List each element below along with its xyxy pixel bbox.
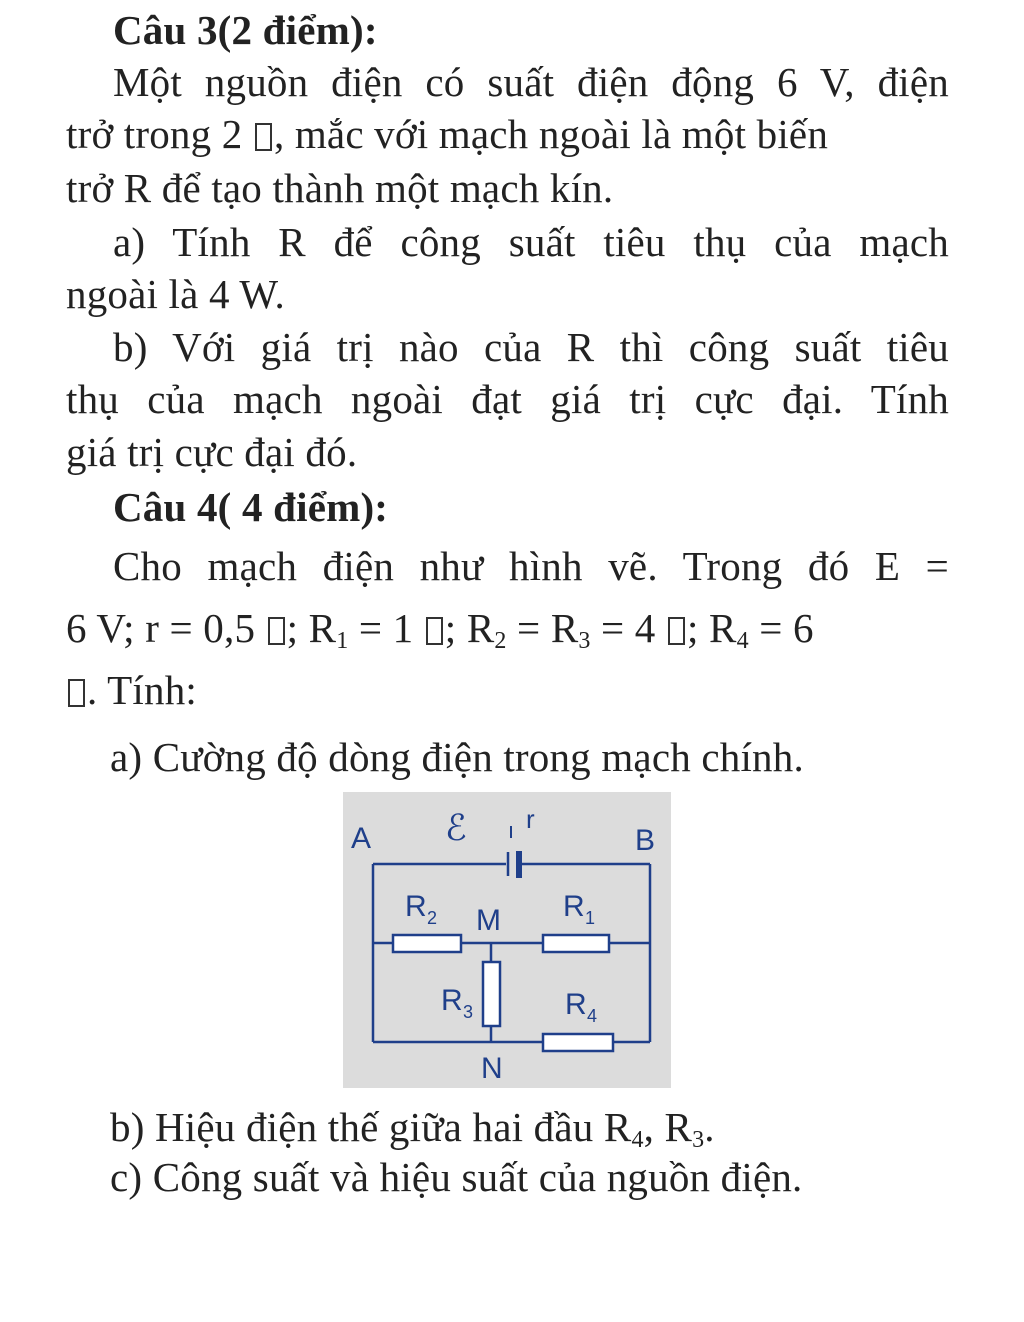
battery-short-plate — [516, 851, 522, 878]
q4-r3-label: = R — [506, 605, 579, 651]
q3-line-2a: trở trong 2 — [66, 111, 243, 157]
node-a-label: A — [351, 822, 372, 855]
q3-part-b-line-3: giá trị cực đại đó. — [66, 429, 358, 475]
internal-r-label: r — [526, 804, 535, 834]
r3-sub: 3 — [463, 1002, 474, 1022]
resistor-r2 — [393, 935, 461, 952]
node-m-label: M — [476, 904, 501, 937]
q4-r3-sub: 3 — [578, 628, 591, 654]
node-b-label: B — [635, 824, 656, 857]
r4-sub: 4 — [587, 1006, 598, 1026]
q4-part-a: a) Cường độ dòng điện trong mạch chính. — [110, 734, 804, 780]
q4-line-2 — [66, 602, 814, 654]
q3-part-b-line-1: b) Với giá trị nào của R thì công suất tiêu — [113, 324, 949, 370]
q4-line-1: Cho mạch điện như hình vẽ. Trong đó E = — [113, 543, 949, 589]
q3-heading: Câu 3(2 điểm): — [113, 7, 378, 53]
ohm-symbol-box — [255, 123, 272, 151]
resistor-r1 — [543, 935, 609, 952]
q4-r4-label: ; R — [686, 605, 737, 651]
q4-r4-sub: 4 — [736, 628, 749, 654]
q4-heading: Câu 4( 4 điểm): — [113, 484, 389, 530]
q4-r2-sub: 2 — [494, 628, 507, 654]
q4-part-b-sub3: 3 — [692, 1127, 705, 1153]
ohm-symbol-box — [268, 617, 285, 645]
q4-values-voltage: 6 V; r = 0,5 — [66, 605, 256, 651]
r1-label: R — [563, 890, 585, 923]
q3-line-2b: , mắc với mạch ngoài là một biến — [273, 111, 829, 157]
q4-line-3-text: . Tính: — [87, 667, 197, 713]
resistor-r3 — [483, 962, 500, 1026]
q4-part-b-end: . — [704, 1104, 715, 1150]
r1-sub: 1 — [585, 908, 596, 928]
circuit-svg — [343, 792, 671, 1088]
q4-part-c: c) Công suất và hiệu suất của nguồn điện. — [110, 1154, 803, 1200]
q4-r23-value: = 4 — [590, 605, 656, 651]
q3-part-b-line-2: thụ của mạch ngoài đạt giá trị cực đại. Tính — [66, 376, 949, 422]
q3-line-2 — [66, 108, 949, 160]
q4-part-b — [110, 1101, 715, 1153]
q4-part-b-mid: , R — [643, 1104, 693, 1150]
emf-label: ℰ — [445, 807, 467, 848]
q4-part-b-text: b) Hiệu điện thế giữa hai đầu R — [110, 1104, 632, 1150]
resistor-r4 — [543, 1034, 613, 1051]
r2-sub: 2 — [427, 908, 438, 928]
q3-part-a-line-2: ngoài là 4 W. — [66, 271, 285, 317]
q4-line-3 — [66, 664, 197, 716]
circuit-diagram — [343, 792, 671, 1088]
r2-label: R — [405, 890, 427, 923]
q4-r1-label: ; R — [286, 605, 337, 651]
node-n-label: N — [481, 1052, 503, 1085]
q3-part-a-line-1: a) Tính R để công suất tiêu thụ của mạch — [113, 219, 949, 265]
ohm-symbol-box — [426, 617, 443, 645]
q4-r4-value: = 6 — [748, 605, 814, 651]
q4-part-b-sub4: 4 — [631, 1127, 644, 1153]
q4-r2-label: ; R — [444, 605, 495, 651]
q4-r1-value: = 1 — [348, 605, 414, 651]
ohm-symbol-box — [68, 679, 85, 707]
q3-line-1: Một nguồn điện có suất điện động 6 V, điện — [113, 59, 949, 105]
r3-label: R — [441, 984, 463, 1017]
q4-r1-sub: 1 — [336, 628, 349, 654]
q3-line-3: trở R để tạo thành một mạch kín. — [66, 165, 614, 211]
r4-label: R — [565, 988, 587, 1021]
ohm-symbol-box — [668, 617, 685, 645]
